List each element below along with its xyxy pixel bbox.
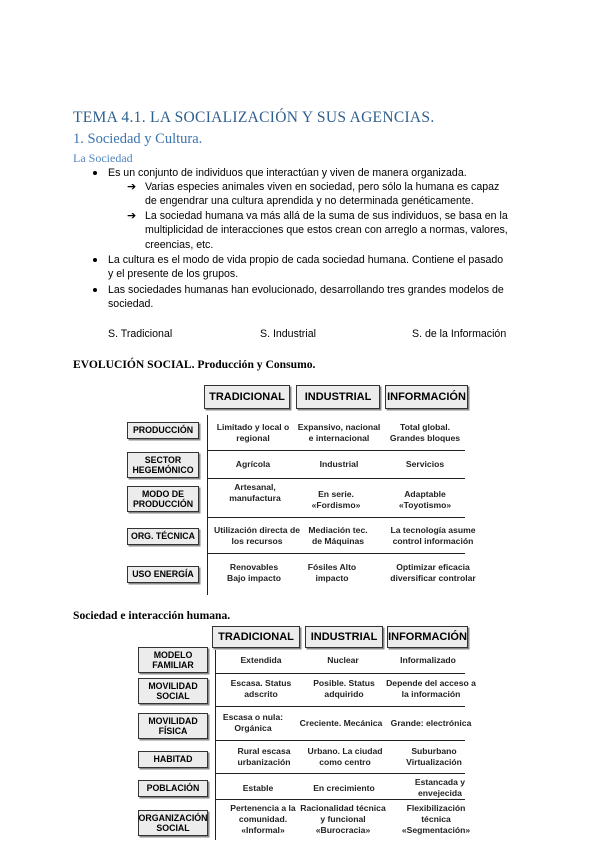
table2-title: Sociedad e interacción humana. — [73, 609, 231, 622]
table2-cell: Creciente. Mecánica — [299, 717, 383, 728]
table1-cell: Servicios — [405, 458, 445, 469]
sub-bullet-text: Varias especies animales viven en sociedad, pero sólo la humana es capaz — [145, 181, 500, 193]
table2-cell: Extendida — [240, 654, 282, 665]
table2-cell: En crecimiento — [313, 782, 375, 793]
table2-cell: Pertenencia a la comunidad. «Informal» — [230, 802, 296, 835]
table1-cell: Artesanal, manufactura — [229, 482, 281, 503]
table1-cell: Optimizar eficacia diversificar controlar — [390, 562, 476, 583]
table1-cell: Total global. Grandes bloques — [389, 422, 461, 443]
table1-row-label: ORG. TÉCNICA — [127, 528, 199, 545]
table1-row-label: SECTOR HEGEMÓNICO — [127, 452, 199, 478]
sub-bullet-text: de engendrar una cultura aprendida y no determinada genéticamente. — [145, 195, 474, 207]
table2-header-industrial: INDUSTRIAL — [305, 626, 383, 648]
bullet-text: Es un conjunto de individuos que interactúan y viven de manera organizada. — [108, 167, 467, 179]
table1-cell: Industrial — [319, 458, 359, 469]
table2-cell: Estable — [242, 782, 274, 793]
table1-cell: Adaptable «Toyotismo» — [398, 489, 452, 510]
table1-row-label: USO ENERGÍA — [127, 566, 199, 583]
sub-bullet-text: La sociedad humana va más allá de la suma de sus individuos, se basa en la — [145, 210, 508, 222]
table2-cell: Estancada y envejecida — [414, 777, 466, 798]
arrow-icon: ➔ — [127, 210, 137, 222]
table1-cell: La tecnología asume control información — [390, 525, 476, 546]
table2-cell: Escasa. Status adscrito — [230, 678, 292, 699]
page-title: TEMA 4.1. LA SOCIALIZACIÓN Y SUS AGENCIAS. — [73, 109, 435, 126]
table2-header-information: INFORMACIÓN — [387, 626, 468, 648]
arrow-icon: ➔ — [127, 181, 137, 193]
bullet-text: Las sociedades humanas han evolucionado, desarrollando tres grandes modelos de — [108, 284, 504, 296]
model-industrial: S. Industrial — [260, 328, 316, 340]
table2-row-label: HABITAD — [138, 751, 208, 768]
table2-row-label: MOVILIDAD SOCIAL — [138, 678, 208, 704]
table1-cell: En serie. «Fordismo» — [311, 489, 361, 510]
bullet-icon — [93, 171, 97, 175]
table1-row-label: MODO DE PRODUCCIÓN — [127, 486, 199, 512]
model-traditional: S. Tradicional — [108, 328, 173, 340]
sub-bullet-text: creencias, etc. — [145, 239, 214, 251]
table2-cell: Suburbano Virtualización — [406, 746, 462, 767]
bullet-text: sociedad. — [108, 298, 154, 310]
table2-cell: Informalizado — [400, 654, 456, 665]
table2-cell: Grande: electrónica — [390, 717, 472, 728]
table1-cell: Limitado y local o regional — [216, 422, 290, 443]
table1-cell: Expansivo, nacional e internacional — [297, 422, 381, 443]
table2-cell: Depende del acceso a la información — [386, 678, 476, 699]
model-information: S. de la Información — [412, 328, 507, 340]
table1-cell: Renovables Bajo impacto — [227, 562, 281, 583]
table2-cell: Racionalidad técnica y funcional «Burocracia» — [300, 802, 386, 835]
table2-row-label: MOVILIDAD FÍSICA — [138, 713, 208, 739]
table1-header-information: INFORMACIÓN — [385, 385, 468, 409]
table2-cell: Urbano. La ciudad como centro — [307, 746, 383, 767]
table2-row-label: MODELO FAMILIAR — [138, 647, 208, 673]
bullet-text: y el presente de los grupos. — [108, 268, 239, 280]
subsection-heading: La Sociedad — [73, 151, 133, 165]
section-heading: 1. Sociedad y Cultura. — [73, 131, 203, 147]
table2-header-traditional: TRADICIONAL — [212, 626, 300, 648]
table1-header-industrial: INDUSTRIAL — [296, 385, 380, 409]
table1-title: EVOLUCIÓN SOCIAL. Producción y Consumo. — [73, 358, 316, 371]
table2-row-label: ORGANIZACIÓN SOCIAL — [138, 810, 208, 836]
table2-cell: Nuclear — [327, 654, 359, 665]
table1-cell: Agrícola — [235, 458, 271, 469]
table1-cell: Mediación tec. de Máquinas — [308, 525, 368, 546]
bullet-text: La cultura es el modo de vida propio de cada sociedad humana. Contiene el pasado — [108, 254, 504, 266]
table2-cell: Escasa o nula: Orgánica — [222, 712, 284, 733]
table1-row-label: PRODUCCIÓN — [127, 422, 199, 439]
table2-row-label: POBLACIÓN — [138, 780, 208, 797]
table2-cell: Posible. Status adquirido — [313, 678, 375, 699]
bullet-icon — [93, 288, 97, 292]
table2-cell: Flexibilización técnica «Segmentación» — [401, 802, 471, 835]
bullet-icon — [93, 258, 97, 262]
table1-cell: Fósiles Alto impacto — [307, 562, 357, 583]
sub-bullet-text: multiplicidad de interacciones que estos crean con arreglo a normas, valores, — [145, 224, 508, 236]
table1-header-traditional: TRADICIONAL — [204, 385, 290, 409]
table1-cell: Utilización directa de los recursos — [214, 525, 300, 546]
table2-cell: Rural escasa urbanización — [237, 746, 291, 767]
